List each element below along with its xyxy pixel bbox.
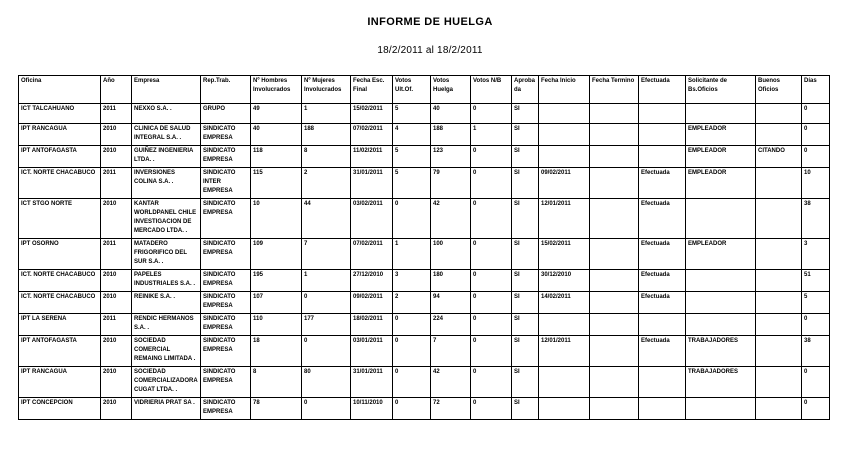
table-cell: 0 [471, 398, 512, 420]
table-cell [756, 398, 802, 420]
table-cell [639, 367, 686, 398]
table-cell [539, 104, 590, 124]
table-cell: VIDRIERIA PRAT SA . [132, 398, 201, 420]
table-cell [686, 270, 756, 292]
table-cell [756, 367, 802, 398]
table-cell: 0 [393, 336, 431, 367]
table-cell: 2011 [101, 104, 132, 124]
table-cell: SINDICATO EMPRESA [201, 199, 251, 239]
table-cell: 118 [251, 146, 302, 168]
table-cell: 09/02/2011 [539, 168, 590, 199]
column-header: Oficina [19, 76, 101, 104]
table-cell: 15/02/2011 [539, 239, 590, 270]
table-cell: CITANDO [756, 146, 802, 168]
table-row [19, 146, 830, 168]
table-cell: SINDICATO EMPRESA [201, 367, 251, 398]
column-header: Fecha Termino [590, 76, 639, 104]
table-cell: SINDICATO EMPRESA [201, 336, 251, 367]
table-cell: 78 [251, 398, 302, 420]
table-cell: EMPLEADOR [686, 124, 756, 146]
table-row [19, 239, 830, 270]
table-row [19, 168, 830, 199]
table-cell: 2010 [101, 398, 132, 420]
table-cell: 15/02/2011 [351, 104, 393, 124]
table-cell [756, 124, 802, 146]
table-cell: 40 [431, 104, 471, 124]
table-cell: IPT ANTOFAGASTA [19, 336, 101, 367]
table-row [19, 336, 830, 367]
table-cell [539, 398, 590, 420]
table-cell: 0 [471, 239, 512, 270]
table-cell: SI [512, 270, 539, 292]
table-cell: SINDICATO EMPRESA [201, 314, 251, 336]
table-cell: 107 [251, 292, 302, 314]
table-cell: SOCIEDAD COMERCIALIZADORA CUGAT LTDA. . [132, 367, 201, 398]
table-body [19, 104, 830, 420]
table-cell: 31/01/2011 [351, 168, 393, 199]
table-cell: 18 [251, 336, 302, 367]
table-cell: 0 [471, 104, 512, 124]
table-cell: 49 [251, 104, 302, 124]
table-cell: SI [512, 199, 539, 239]
table-cell: EMPLEADOR [686, 239, 756, 270]
table-cell: 123 [431, 146, 471, 168]
table-cell [686, 199, 756, 239]
table-cell: 0 [802, 314, 830, 336]
table-cell: 0 [393, 398, 431, 420]
table-cell: 0 [471, 168, 512, 199]
header-row [19, 76, 830, 104]
table-cell: 44 [302, 199, 351, 239]
table-cell: 31/01/2011 [351, 367, 393, 398]
table-cell: SINDICATO EMPRESA [201, 398, 251, 420]
table-cell [686, 314, 756, 336]
table-cell: 94 [431, 292, 471, 314]
table-cell [756, 314, 802, 336]
table-cell [590, 367, 639, 398]
table-cell: 0 [471, 146, 512, 168]
table-cell [590, 292, 639, 314]
table-cell: IPT LA SERENA [19, 314, 101, 336]
table-cell [639, 104, 686, 124]
date-range: 18/2/2011 al 18/2/2011 [377, 45, 483, 56]
table-cell: 2010 [101, 292, 132, 314]
table-cell: Efectuada [639, 270, 686, 292]
table-cell: IPT RANCAGUA [19, 124, 101, 146]
table-cell: 2010 [101, 146, 132, 168]
table-cell [686, 292, 756, 314]
table-cell: 8 [251, 367, 302, 398]
table-cell [639, 314, 686, 336]
table-cell: 12/01/2011 [539, 199, 590, 239]
table-cell: MATADERO FRIGORIFICO DEL SUR S.A. . [132, 239, 201, 270]
table-cell: 5 [393, 146, 431, 168]
table-cell: 8 [302, 146, 351, 168]
table-row [19, 314, 830, 336]
table-cell [756, 104, 802, 124]
table-cell: Efectuada [639, 336, 686, 367]
table-cell: EMPLEADOR [686, 168, 756, 199]
table-cell: 2010 [101, 336, 132, 367]
table-cell: IPT CONCEPCION [19, 398, 101, 420]
table-cell: INVERSIONES COLINA S.A. . [132, 168, 201, 199]
table-cell [639, 124, 686, 146]
table-row [19, 398, 830, 420]
column-header: Buenos Oficios [756, 76, 802, 104]
column-header: Nº Mujeres Involucrados [302, 76, 351, 104]
table-cell [590, 239, 639, 270]
table-cell: 42 [431, 199, 471, 239]
table-cell: 72 [431, 398, 471, 420]
table-cell: 2010 [101, 367, 132, 398]
table-cell: 0 [302, 398, 351, 420]
table-cell [639, 146, 686, 168]
table-cell: RENDIC HERMANOS S.A. . [132, 314, 201, 336]
table-cell: SINDICATO EMPRESA [201, 292, 251, 314]
column-header: Rep.Trab. [201, 76, 251, 104]
table-cell [756, 292, 802, 314]
table-cell: 42 [431, 367, 471, 398]
page-title: INFORME DE HUELGA [367, 16, 493, 28]
column-header: Fecha Esc. Final [351, 76, 393, 104]
table-cell: Efectuada [639, 292, 686, 314]
column-header: Fecha Inicio [539, 76, 590, 104]
column-header: Año [101, 76, 132, 104]
table-cell: 38 [802, 336, 830, 367]
table-cell [539, 367, 590, 398]
table-cell: 80 [302, 367, 351, 398]
table-cell: 2 [302, 168, 351, 199]
table-cell: 5 [393, 104, 431, 124]
table-cell: EMPLEADOR [686, 146, 756, 168]
table-cell [590, 398, 639, 420]
table-cell: SI [512, 398, 539, 420]
table-row [19, 104, 830, 124]
table-cell: 2011 [101, 239, 132, 270]
table-cell: 14/02/2011 [539, 292, 590, 314]
table-cell: 1 [471, 124, 512, 146]
table-cell: 2010 [101, 270, 132, 292]
table-cell: SI [512, 146, 539, 168]
table-cell [539, 124, 590, 146]
table-cell: 0 [471, 336, 512, 367]
table-cell: 224 [431, 314, 471, 336]
table-cell: REINIKE S.A. . [132, 292, 201, 314]
table-cell: 177 [302, 314, 351, 336]
column-header: Aprobada [512, 76, 539, 104]
table-cell: 30/12/2010 [539, 270, 590, 292]
table-cell: SINDICATO EMPRESA [201, 239, 251, 270]
column-header: Votos Ult.Of. [393, 76, 431, 104]
table-cell: SI [512, 104, 539, 124]
table-cell: 7 [431, 336, 471, 367]
table-cell: 1 [302, 270, 351, 292]
table-cell: TRABAJADORES [686, 336, 756, 367]
table-cell: 2010 [101, 199, 132, 239]
table-cell: 11/02/2011 [351, 146, 393, 168]
table-cell: 51 [802, 270, 830, 292]
table-cell [539, 146, 590, 168]
table-cell: 0 [302, 292, 351, 314]
table-cell: 2011 [101, 314, 132, 336]
table-cell: 2010 [101, 124, 132, 146]
table-cell: 09/02/2011 [351, 292, 393, 314]
table-cell: PAPELES INDUSTRIALES S.A. . [132, 270, 201, 292]
table-cell: 10 [251, 199, 302, 239]
table-cell [590, 270, 639, 292]
table-cell: SINDICATO INTER EMPRESA [201, 168, 251, 199]
column-header: Solicitante de Bs.Oficios [686, 76, 756, 104]
table-cell: 0 [471, 270, 512, 292]
table-cell: 0 [393, 367, 431, 398]
table-cell: 188 [431, 124, 471, 146]
table-cell [590, 199, 639, 239]
table-cell: IPT OSORNO [19, 239, 101, 270]
table-cell: 07/02/2011 [351, 124, 393, 146]
table-cell [590, 124, 639, 146]
table-cell: IPT ANTOFAGASTA [19, 146, 101, 168]
table-cell: SINDICATO EMPRESA [201, 146, 251, 168]
table-cell: Efectuada [639, 239, 686, 270]
table-cell: Efectuada [639, 199, 686, 239]
table-cell: SI [512, 367, 539, 398]
table-cell: 2011 [101, 168, 132, 199]
table-cell: 0 [393, 199, 431, 239]
column-header: Empresa [132, 76, 201, 104]
table-row [19, 199, 830, 239]
table-cell: IPT RANCAGUA [19, 367, 101, 398]
table-cell: 180 [431, 270, 471, 292]
table-row [19, 270, 830, 292]
table-cell: 0 [802, 367, 830, 398]
table-cell [756, 239, 802, 270]
table-cell: 7 [302, 239, 351, 270]
table-cell: 0 [471, 367, 512, 398]
table-cell: ICT TALCAHUANO [19, 104, 101, 124]
table-cell: 0 [802, 398, 830, 420]
table-cell: 0 [393, 314, 431, 336]
column-header: Votos N/B [471, 76, 512, 104]
table-cell: 115 [251, 168, 302, 199]
table-cell: SI [512, 124, 539, 146]
table-cell: 188 [302, 124, 351, 146]
table-cell: SOCIEDAD COMERCIAL REMAING LIMITADA . [132, 336, 201, 367]
table-cell: 5 [802, 292, 830, 314]
table-cell: 3 [393, 270, 431, 292]
column-header: Días [802, 76, 830, 104]
table-cell: SI [512, 239, 539, 270]
table-cell [590, 314, 639, 336]
table-cell: 0 [471, 314, 512, 336]
table-cell [590, 336, 639, 367]
table-cell [686, 104, 756, 124]
table-cell: SI [512, 314, 539, 336]
table-cell: 10 [802, 168, 830, 199]
table-cell: ICT. NORTE CHACABUCO [19, 270, 101, 292]
table-cell [756, 168, 802, 199]
table-cell: 0 [802, 104, 830, 124]
table-cell: TRABAJADORES [686, 367, 756, 398]
table-cell: 5 [393, 168, 431, 199]
table-cell [756, 270, 802, 292]
table-cell: ICT. NORTE CHACABUCO [19, 292, 101, 314]
table-cell: 03/02/2011 [351, 199, 393, 239]
column-header: Votos Huelga [431, 76, 471, 104]
table-cell: GUIÑEZ INGENIERIA LTDA. . [132, 146, 201, 168]
table-cell: 109 [251, 239, 302, 270]
table-cell: 4 [393, 124, 431, 146]
table-cell: SINDICATO EMPRESA [201, 270, 251, 292]
table-cell: 10/11/2010 [351, 398, 393, 420]
column-header: Nº Hombres Involucrados [251, 76, 302, 104]
table-cell [590, 168, 639, 199]
table-cell: Efectuada [639, 168, 686, 199]
table-cell: 3 [802, 239, 830, 270]
table-cell: 79 [431, 168, 471, 199]
table-row [19, 292, 830, 314]
table-cell: 0 [471, 292, 512, 314]
table-cell: SI [512, 336, 539, 367]
table-cell: NEXXO S.A. . [132, 104, 201, 124]
table-cell: 38 [802, 199, 830, 239]
table-cell: 0 [802, 124, 830, 146]
table-cell: 1 [302, 104, 351, 124]
table-cell: 07/02/2011 [351, 239, 393, 270]
table-row [19, 367, 830, 398]
table-cell: 100 [431, 239, 471, 270]
table-cell: 0 [471, 199, 512, 239]
table-cell: 1 [393, 239, 431, 270]
table-cell: KANTAR WORLDPANEL CHILE INVESTIGACION DE MERCADO LTDA. . [132, 199, 201, 239]
table-cell: CLINICA DE SALUD INTEGRAL S.A. . [132, 124, 201, 146]
table-cell [590, 104, 639, 124]
table-cell: ICT. NORTE CHACABUCO [19, 168, 101, 199]
table-cell: GRUPO [201, 104, 251, 124]
table-cell [639, 398, 686, 420]
table-cell [590, 146, 639, 168]
table-row [19, 124, 830, 146]
table-cell: ICT STGO NORTE [19, 199, 101, 239]
column-header: Efectuada [639, 76, 686, 104]
table-cell: 18/02/2011 [351, 314, 393, 336]
table-cell [686, 398, 756, 420]
table-cell: SI [512, 292, 539, 314]
report-table [18, 75, 830, 420]
table-cell: SI [512, 168, 539, 199]
table-cell: 0 [802, 146, 830, 168]
table-cell [756, 199, 802, 239]
table-cell: 0 [302, 336, 351, 367]
table-cell [539, 314, 590, 336]
table-cell: 12/01/2011 [539, 336, 590, 367]
table-cell: 195 [251, 270, 302, 292]
table-cell: 03/01/2011 [351, 336, 393, 367]
table-cell: 40 [251, 124, 302, 146]
table-cell [756, 336, 802, 367]
table-cell: 27/12/2010 [351, 270, 393, 292]
table-cell: 2 [393, 292, 431, 314]
table-cell: SINDICATO EMPRESA [201, 124, 251, 146]
table-cell: 110 [251, 314, 302, 336]
